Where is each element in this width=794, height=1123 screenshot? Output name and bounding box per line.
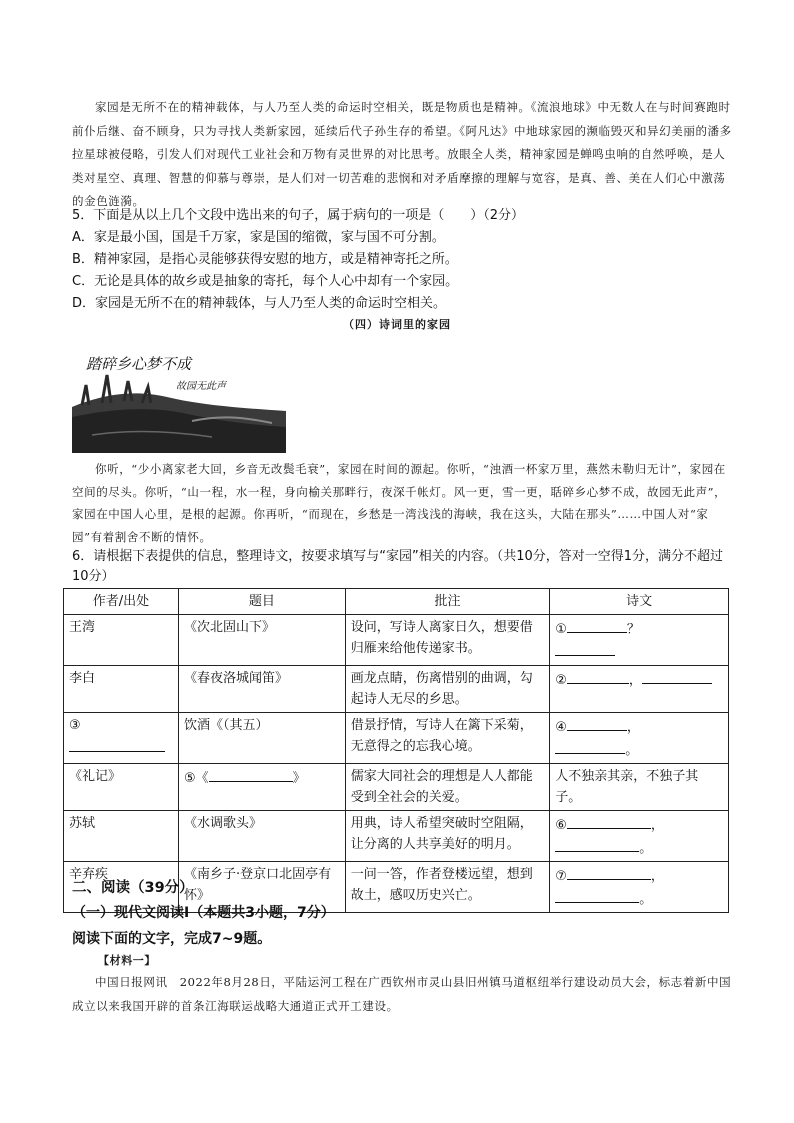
answer-blank-2b[interactable]	[642, 668, 712, 684]
verse-punctuation: ？	[626, 622, 640, 637]
cell-title: 《次北固山下》	[178, 615, 345, 666]
cell-note: 设问，写诗人离家日久，想要借归雁来给他传递家书。	[345, 615, 549, 666]
cell-verse: 人不独亲其亲，不独子其子。	[550, 764, 729, 811]
passage-homeland-spirit: 家园是无所不在的精神载体，与人乃至人类的命运时空相关，既是物质也是精神。《流浪地球》中无数人在与时间赛跑时前仆后继、奋不顾身，只为寻找人类新家园，延续后代子孙生存的希望。《阿凡达》中地球家园的濒临毁灭和异幻美丽的潘多拉星球被侵略，引发人们对现代工业社会和万物有灵世界的对比思考。放眼全人类，精神家园是蝉鸣虫响的自然呼唤，是人类对星空、真理、智慧的仰慕与尊崇，是人们对一切苦难的悲悯和对矛盾摩擦的理解与宽容，是真、善、美在人们心中激荡的金色涟漪。	[72, 100, 732, 208]
cell-author: 王湾	[64, 615, 179, 666]
verse-punctuation: ，	[650, 869, 664, 884]
answer-blank-7b[interactable]	[555, 887, 639, 903]
cell-title: 《春夜洛城闻笛》	[178, 666, 345, 713]
blank-marker: ③	[69, 718, 81, 733]
verse-punctuation: 。	[639, 841, 653, 856]
table-row	[64, 713, 729, 764]
question-5-stem: 5．下面是从以上几个文段中选出来的句子，属于病句的一项是（ ）（2分）	[72, 208, 525, 223]
cell-title: 《南乡子·登京口北固亭有怀》	[178, 862, 345, 913]
answer-blank-5[interactable]	[209, 766, 293, 782]
header-title: 题目	[178, 589, 345, 615]
section-4-title: （四）诗词里的家园	[343, 318, 451, 331]
answer-blank-2[interactable]	[567, 668, 629, 684]
header-note: 批注	[345, 589, 549, 615]
cell-note: 借景抒情，写诗人在篱下采菊，无意得之的忘我心境。	[345, 713, 549, 764]
table-row	[64, 811, 729, 862]
cell-note: 一问一答，作者登楼远望，想到故土，感叹历史兴亡。	[345, 862, 549, 913]
cell-title	[178, 764, 345, 811]
cell-note: 画龙点睛，伤离惜别的曲调，勾起诗人无尽的乡思。	[345, 666, 549, 713]
part-2-heading: 二、阅读（39分）	[72, 880, 194, 896]
subsection-1-heading: （一）现代文阅读Ⅰ（本题共3小题，7分）	[72, 905, 335, 921]
blank-marker: ④	[555, 720, 567, 735]
question-6-stem: 6．请根据下表提供的信息，整理诗文，按要求填写与“家园”相关的内容。（共10分，答对一空得1分，满分不超过10分）	[72, 549, 724, 584]
cell-verse	[550, 615, 729, 666]
cell-author: 《礼记》	[64, 764, 179, 811]
answer-blank-4b[interactable]	[555, 738, 625, 754]
cell-title: 《水调歌头》	[178, 811, 345, 862]
material-1-label: 【材料一】	[98, 954, 156, 967]
question-5-option-b[interactable]: B．精神家园，是指心灵能够获得安慰的地方，或是精神寄托之所。	[72, 252, 458, 267]
blank-marker: ②	[555, 673, 567, 688]
passage-canal-news: 中国日报网讯 2022年8月28日，平陆运河工程在广西钦州市灵山县旧州镇马道枢纽举行建设动员大会，标志着新中国成立以来我国开辟的首条江海联运战略大通道正式开工建设。	[72, 975, 732, 1013]
question-5-option-d[interactable]: D．家园是无所不在的精神载体，与人乃至人类的命运时空相关。	[72, 296, 447, 311]
verse-punctuation: 。	[639, 892, 653, 907]
question-5-option-a[interactable]: A．家是最小国，国是千万家，家是国的缩微，家与国不可分割。	[72, 230, 445, 245]
answer-blank-7[interactable]	[567, 864, 651, 880]
cell-author: 李白	[64, 666, 179, 713]
answer-blank-4[interactable]	[567, 715, 627, 731]
verse-punctuation: ，	[626, 720, 640, 735]
header-verse: 诗文	[550, 589, 729, 615]
reading-instruction: 阅读下面的文字，完成7~9题。	[72, 931, 272, 947]
cell-note: 用典，诗人希望突破时空阻隔，让分离的人共享美好的明月。	[345, 811, 549, 862]
answer-blank-6b[interactable]	[555, 836, 639, 852]
cell-note: 儒家大同社会的理想是人人都能受到全社会的关爱。	[345, 764, 549, 811]
blank-marker: ⑥	[555, 818, 567, 833]
cell-verse	[550, 666, 729, 713]
cell-author: 辛弃疾	[64, 862, 179, 913]
table-header-row	[64, 589, 729, 615]
answer-blank-3[interactable]	[69, 736, 165, 752]
calligraphy-main-text: 踏碎乡心梦不成	[86, 355, 192, 373]
cell-verse	[550, 713, 729, 764]
table-row	[64, 615, 729, 666]
answer-blank-6[interactable]	[567, 813, 651, 829]
header-author: 作者/出处	[64, 589, 179, 615]
question-5-option-c[interactable]: C．无论是具体的故乡或是抽象的寄托，每个人心中却有一个家园。	[72, 274, 459, 289]
title-prefix: ⑤《	[183, 771, 209, 786]
table-row	[64, 666, 729, 713]
cell-title: 饮酒《（其五）	[178, 713, 345, 764]
passage-poetry-homeland: 你听，“少小离家老大回，乡音无改鬓毛衰”，家园在时间的源起。你听，“浊酒一杯家万里，燕然未勒归无计”，家园在空间的尽头。你听，“山一程，水一程，身向榆关那畔行，夜深千帐灯。风一更，雪一更，聒碎乡心梦不成，故园无此声”，家园在中国人心里，是根的起源。你再听，“而现在，乡愁是一湾浅浅的海峡，我在这头，大陆在那头”……中国人对“家园”有着割舍不断的情怀。	[72, 462, 727, 544]
verse-punctuation: ，	[628, 673, 642, 688]
cell-author: 苏轼	[64, 811, 179, 862]
cell-author	[64, 713, 179, 764]
cell-verse	[550, 862, 729, 913]
verse-punctuation: ，	[650, 818, 664, 833]
title-suffix: 》	[292, 771, 306, 786]
answer-blank-1b[interactable]	[555, 640, 615, 656]
calligraphy-landscape-image	[72, 345, 286, 453]
table-row	[64, 764, 729, 811]
answer-blank-1[interactable]	[567, 617, 627, 633]
calligraphy-sub-text: 故园无此声	[176, 381, 226, 392]
cell-verse	[550, 811, 729, 862]
poetry-table	[63, 588, 729, 913]
blank-marker: ①	[555, 622, 567, 637]
blank-marker: ⑦	[555, 869, 567, 884]
verse-punctuation: 。	[625, 743, 639, 758]
